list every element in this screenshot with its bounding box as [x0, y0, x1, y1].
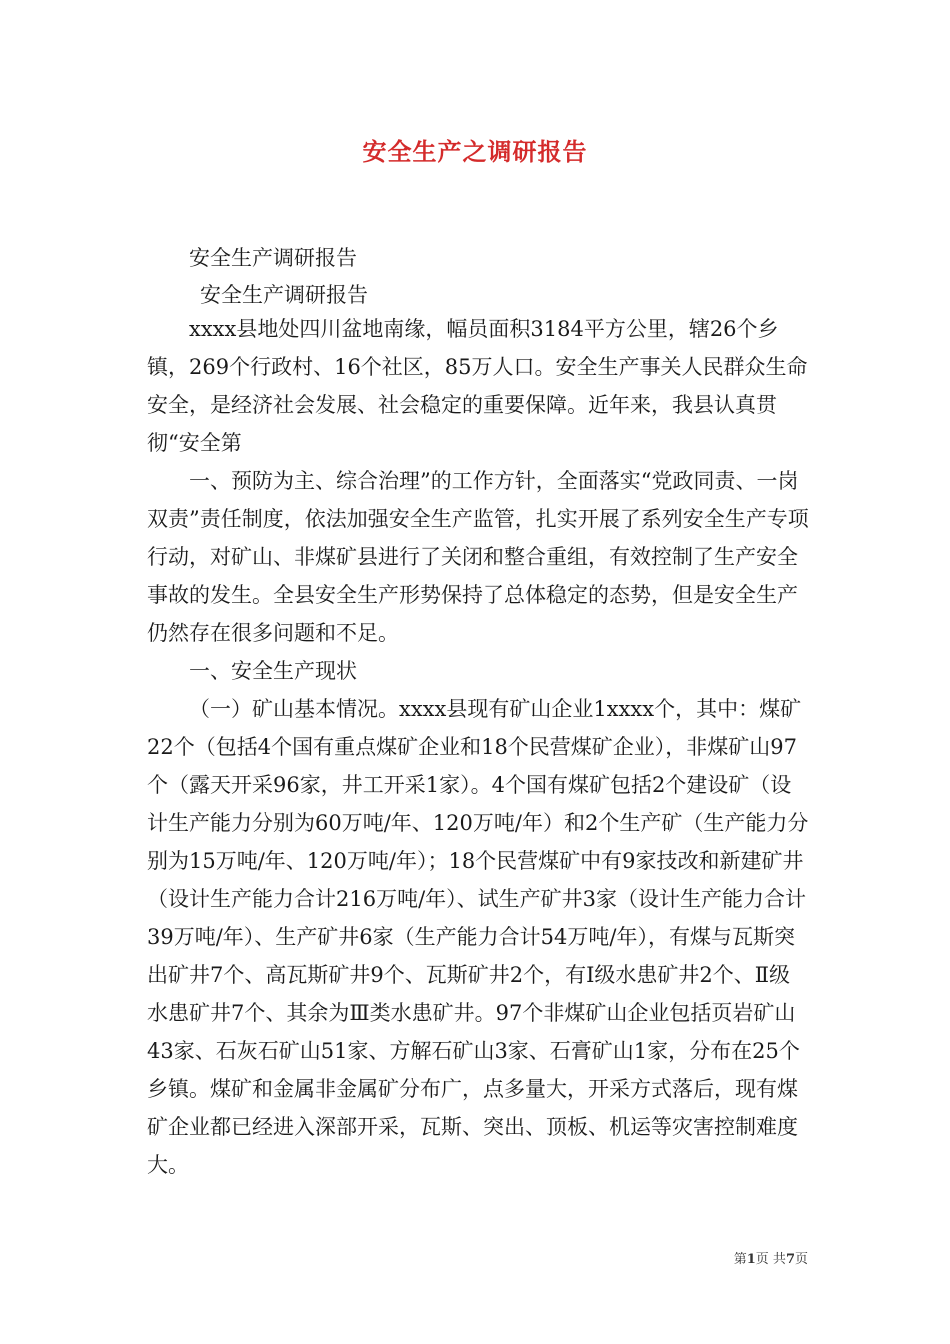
footer-middle: 页 共 [755, 1252, 786, 1267]
subheading-repeat: 安全生产调研报告 [200, 283, 368, 307]
paragraph-intro: xxxx县地处四川盆地南缘，幅员面积3184平方公里，辖26个乡镇，269个行政村、16个社区，85万人口。安全生产事关人民群众生命安全，是经济社会发展、社会稳定的重要保障。近年来，我县认真贯彻“安全第 [147, 317, 808, 455]
subheading: 安全生产调研报告 [189, 246, 357, 270]
footer-prefix: 第 [733, 1252, 747, 1267]
footer-suffix: 页 [794, 1252, 808, 1267]
footer-page-number: 1 [746, 1252, 756, 1267]
section-heading: 一、安全生产现状 [189, 659, 357, 683]
paragraph-mining: （一）矿山基本情况。xxxx县现有矿山企业1xxxx个，其中：煤矿22个（包括4个国有重点煤矿企业和18个民营煤矿企业），非煤矿山97个（露天开采96家，井工开采1家）。4个国有煤矿包括2个建设矿（设计生产能力分别为60万吨/年、120万吨/年）和2个生产矿（生产能力分别为15万吨/年、120万吨/年）；18个民营煤矿中有9家技改和新建矿井（设计生产能力合计216万吨/年）、试生产矿井3家（设计生产能力合计39万吨/年）、生产矿井6家（生产能力合计54万吨/年），有煤与瓦斯突出矿井7个、高瓦斯矿井9个、瓦斯矿井2个，有Ⅰ级水患矿井2个、Ⅱ级水患矿井7个、其余为Ⅲ类水患矿井。97个非煤矿山企业包括页岩矿山43家、石灰石矿山51家、方解石矿山3家、石膏矿山1家，分布在25个乡镇。煤矿和金属非金属矿分布广，点多量大，开采方式落后，现有煤矿企业都已经进入深部开采，瓦斯、突出、顶板、机运等灾害控制难度大。 [147, 697, 809, 1177]
page-footer [734, 1248, 808, 1267]
footer-total-pages: 7 [785, 1252, 795, 1267]
paragraph-policy: 一、预防为主、综合治理”的工作方针，全面落实“党政同责、一岗双责”责任制度，依法加强安全生产监管，扎实开展了系列安全生产专项行动，对矿山、非煤矿县进行了关闭和整合重组，有效控制了生产安全事故的发生。全县安全生产形势保持了总体稳定的态势，但是安全生产仍然存在很多问题和不足。 [147, 469, 809, 645]
document-title: 安全生产之调研报告 [362, 137, 588, 166]
